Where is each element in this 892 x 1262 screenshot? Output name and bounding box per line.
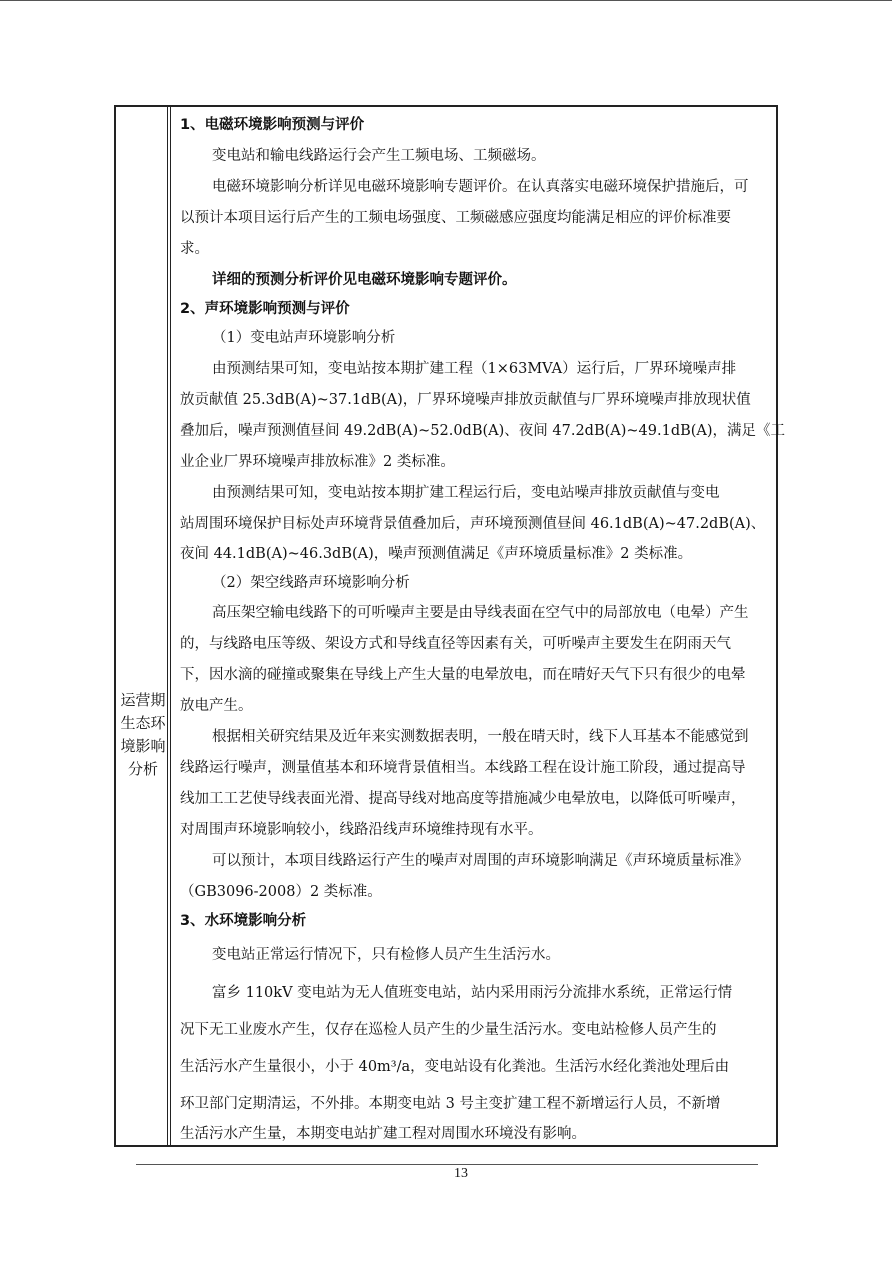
text-line: 生活污水产生量，本期变电站扩建工程对周围水环境没有影响。	[180, 1126, 586, 1142]
subsection-heading: （1）变电站声环境影响分析	[212, 330, 396, 346]
text-line: 况下无工业废水产生，仅存在巡检人员产生的少量生活污水。变电站检修人员产生的	[180, 1022, 717, 1038]
text-line: 业企业厂界环境噪声排放标准》2 类标准。	[180, 454, 455, 470]
text-line: 对周围声环境影响较小，线路沿线声环境维持现有水平。	[180, 822, 543, 838]
text-line: 根据相关研究结果及近年来实测数据表明，一般在晴天时，线下人耳基本不能感觉到	[212, 729, 749, 745]
text-line: （GB3096-2008）2 类标准。	[180, 884, 382, 900]
text-line: 下，因水滴的碰撞或聚集在导线上产生大量的电晕放电，而在晴好天气下只有很少的电晕	[180, 667, 746, 683]
cell-divider	[167, 107, 168, 1145]
text-line: 夜间 44.1dB(A)~46.3dB(A)，噪声预测值满足《声环境质量标准》2 类标准。	[180, 546, 693, 562]
text-line: 变电站正常运行情况下，只有检修人员产生生活污水。	[212, 947, 560, 963]
row-label-cell	[116, 107, 171, 1145]
text-line: 线加工工艺使导线表面光滑、提高导线对地高度等措施减少电晕放电，以降低可听噪声，	[180, 791, 746, 807]
text-line: 由预测结果可知，变电站按本期扩建工程（1×63MVA）运行后，厂界环境噪声排	[212, 361, 737, 377]
row-label-line: 运营期	[120, 691, 166, 709]
row-label-line: 境影响	[120, 737, 166, 755]
row-label	[118, 689, 168, 781]
text-line: 变电站和输电线路运行会产生工频电场、工频磁场。	[212, 148, 546, 164]
text-line: 电磁环境影响分析详见电磁环境影响专题评价。在认真落实电磁环境保护措施后，可	[212, 179, 749, 195]
text-line: 生活污水产生量很小，小于 40m³/a，变电站设有化粪池。生活污水经化粪池处理后由	[180, 1059, 730, 1075]
page-top-border	[0, 0, 892, 1]
text-line: 放电产生。	[180, 698, 253, 714]
text-line: 线路运行噪声，测量值基本和环境背景值相当。本线路工程在设计施工阶段，通过提高导	[180, 760, 746, 776]
text-line: 高压架空输电线路下的可听噪声主要是由导线表面在空气中的局部放电（电晕）产生	[212, 605, 749, 621]
assessment-table	[114, 105, 786, 1147]
section-heading: 2、声环境影响预测与评价	[180, 301, 350, 317]
section-heading: 3、水环境影响分析	[180, 913, 307, 929]
section-heading: 1、电磁环境影响预测与评价	[180, 117, 365, 133]
text-line: 富乡 110kV 变电站为无人值班变电站，站内采用雨污分流排水系统，正常运行情	[212, 985, 733, 1001]
text-line: 以预计本项目运行后产生的工频电场强度、工频磁感应强度均能满足相应的评价标准要	[180, 210, 731, 226]
row-label-line: 生态环	[120, 714, 166, 732]
text-line: 的，与线路电压等级、架设方式和导线直径等因素有关，可听噪声主要发生在阴雨天气	[180, 636, 731, 652]
subsection-heading: （2）架空线路声环境影响分析	[212, 575, 410, 591]
text-line: 求。	[180, 241, 209, 257]
text-line: 由预测结果可知，变电站按本期扩建工程运行后，变电站噪声排放贡献值与变电	[212, 485, 720, 501]
row-label-line: 分析	[127, 760, 158, 778]
text-line: 可以预计，本项目线路运行产生的噪声对周围的声环境影响满足《声环境质量标准》	[212, 853, 749, 869]
text-line: 放贡献值 25.3dB(A)~37.1dB(A)，厂界环境噪声排放贡献值与厂界环境噪声排放现状值	[180, 392, 751, 408]
page-number: 13	[454, 1166, 468, 1181]
text-line: 站周围环境保护目标处声环境背景值叠加后，声环境预测值昼间 46.1dB(A)~47.2dB(A)、	[180, 516, 766, 532]
text-line: 叠加后，噪声预测值昼间 49.2dB(A)~52.0dB(A)、夜间 47.2dB(A)~49.1dB(A)，满足《工	[180, 423, 786, 439]
text-line: 环卫部门定期清运，不外排。本期变电站 3 号主变扩建工程不新增运行人员，不新增	[180, 1096, 721, 1112]
emphasis-line: 详细的预测分析评价见电磁环境影响专题评价。	[212, 272, 517, 288]
footer-divider	[136, 1164, 758, 1165]
